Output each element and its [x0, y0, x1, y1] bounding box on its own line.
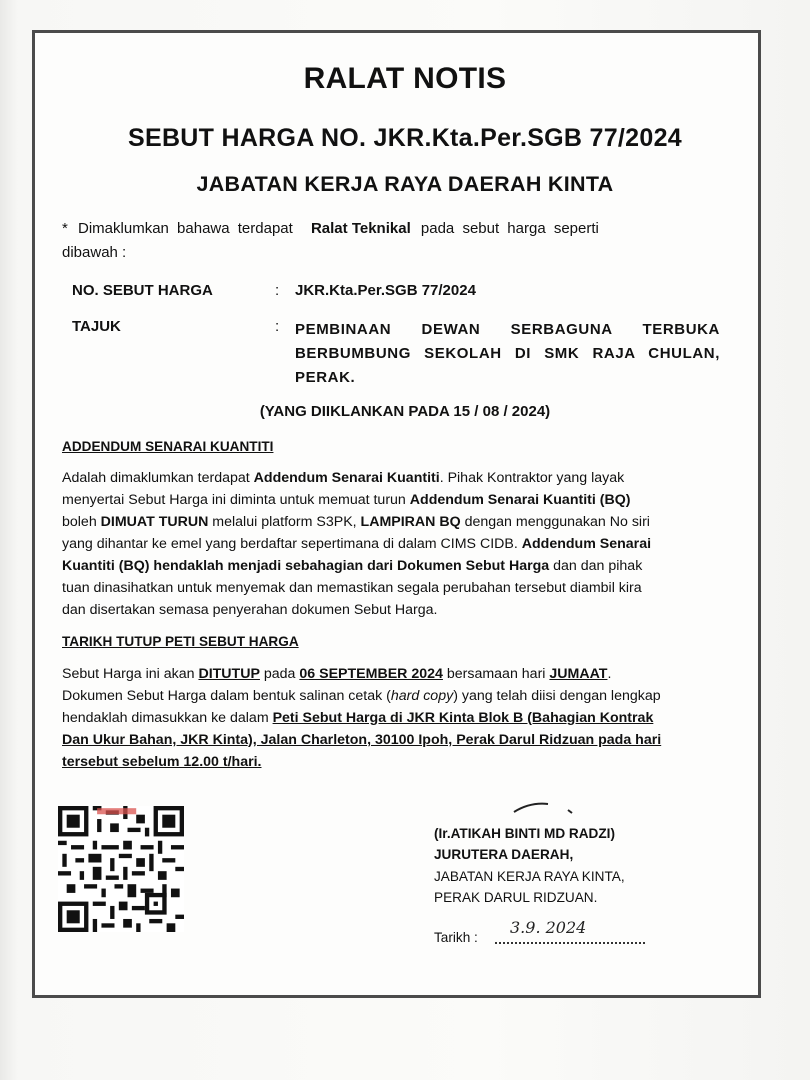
text: .: [607, 666, 612, 682]
text: dan dan pihak: [549, 558, 643, 574]
addendum-line: [62, 536, 651, 552]
title-value: PEMBINAAN DEWAN SERBAGUNA TERBUKA BERBUMBUNG SEKOLAH DI SMK RAJA CHULAN, PERAK.: [295, 321, 720, 386]
title-label: TAJUK: [72, 318, 121, 335]
location-text: Peti Sebut Harga di JKR Kinta Blok B (Bahagian Kontrak: [272, 710, 654, 726]
signatory-position: JURUTERA DAERAH,: [434, 847, 574, 862]
closing-location-line: Dan Ukur Bahan, JKR Kinta), Jalan Charleton, 30100 Ipoh, Perak Darul Ridzuan pada hari: [62, 732, 662, 748]
date-label: Tarikh :: [434, 930, 478, 945]
text: hendaklah dimasukkan ke dalam: [62, 710, 273, 726]
text: ) yang telah diisi dengan lengkap: [453, 688, 661, 704]
department-heading: JABATAN KERJA RAYA DAERAH KINTA: [196, 172, 614, 196]
signatory-organisation: JABATAN KERJA RAYA KINTA,: [434, 869, 625, 884]
closing-line: [62, 666, 611, 682]
signatory-name: (Ir.ATIKAH BINTI MD RADZI): [434, 826, 615, 841]
bold-text: DIMUAT TURUN: [100, 514, 209, 530]
intro-star: *: [62, 220, 68, 237]
quotation-number-heading: SEBUT HARGA NO. JKR.Kta.Per.SGB 77/2024: [128, 124, 682, 152]
intro-text-after: pada sebut harga seperti: [420, 220, 599, 237]
text: bersamaan hari: [442, 666, 550, 682]
quotation-number-label: NO. SEBUT HARGA: [72, 282, 213, 299]
text: dengan menggunakan No siri: [460, 514, 650, 530]
addendum-line: [62, 558, 642, 574]
date-dotted-line: [495, 942, 645, 944]
addendum-heading: ADDENDUM SENARAI KUANTITI: [62, 439, 274, 454]
closing-line: [62, 710, 653, 726]
addendum-line: dan disertakan semasa penyerahan dokumen Sebut Harga.: [62, 602, 438, 618]
closing-line: [62, 688, 661, 704]
quotation-number-value: JKR.Kta.Per.SGB 77/2024: [295, 282, 476, 299]
colon: :: [275, 318, 280, 335]
intro-line: [62, 220, 599, 237]
text: melalui platform S3PK,: [208, 514, 361, 530]
notice-title: RALAT NOTIS: [303, 62, 507, 95]
advertised-date: (YANG DIIKLANKAN PADA 15 / 08 / 2024): [259, 403, 551, 420]
addendum-line: [62, 514, 650, 530]
bold-text: Addendum Senarai: [521, 536, 652, 552]
bold-text: Addendum Senarai Kuantiti: [253, 470, 440, 486]
intro-line-2: dibawah :: [62, 244, 127, 261]
qr-code-icon: [58, 806, 184, 932]
signatory-state: PERAK DARUL RIDZUAN.: [434, 890, 598, 905]
closing-time-line: tersebut sebelum 12.00 t/hari.: [62, 754, 262, 770]
text: Adalah dimaklumkan terdapat: [62, 470, 254, 486]
text: boleh: [62, 514, 101, 530]
bold-text: Addendum Senarai Kuantiti (BQ): [409, 492, 631, 508]
closing-date: 06 SEPTEMBER 2024: [299, 666, 443, 682]
closing-day: JUMAAT: [549, 666, 608, 682]
addendum-line: tuan dinasihatkan untuk menyemak dan memastikan segala perubahan tersebut diambil kira: [62, 580, 642, 596]
intro-text: Dimaklumkan bahawa terdapat: [78, 220, 293, 237]
text: . Pihak Kontraktor yang layak: [439, 470, 625, 486]
closing-heading: TARIKH TUTUP PETI SEBUT HARGA: [62, 634, 299, 649]
text: Dokumen Sebut Harga dalam bentuk salinan cetak (: [62, 688, 391, 704]
bold-text: Kuantiti (BQ) hendaklah menjadi sebahagian dari Dokumen Sebut Harga: [62, 558, 550, 574]
closed-word: DITUTUP: [198, 666, 260, 682]
text: yang dihantar ke emel yang berdaftar sepertimana di dalam CIMS CIDB.: [62, 536, 522, 552]
text: menyertai Sebut Harga ini diminta untuk memuat turun: [62, 492, 410, 508]
handwritten-date: 3.9. 2024: [510, 918, 587, 937]
text: pada: [259, 666, 300, 682]
intro-highlight: Ralat Teknikal: [310, 220, 411, 237]
signature-mark-icon: [510, 796, 580, 820]
addendum-line: [62, 492, 630, 508]
text: Sebut Harga ini akan: [62, 666, 199, 682]
colon: :: [275, 282, 280, 299]
bold-text: LAMPIRAN BQ: [360, 514, 461, 530]
italic-text: hard copy: [390, 688, 454, 704]
addendum-line: [62, 470, 624, 486]
